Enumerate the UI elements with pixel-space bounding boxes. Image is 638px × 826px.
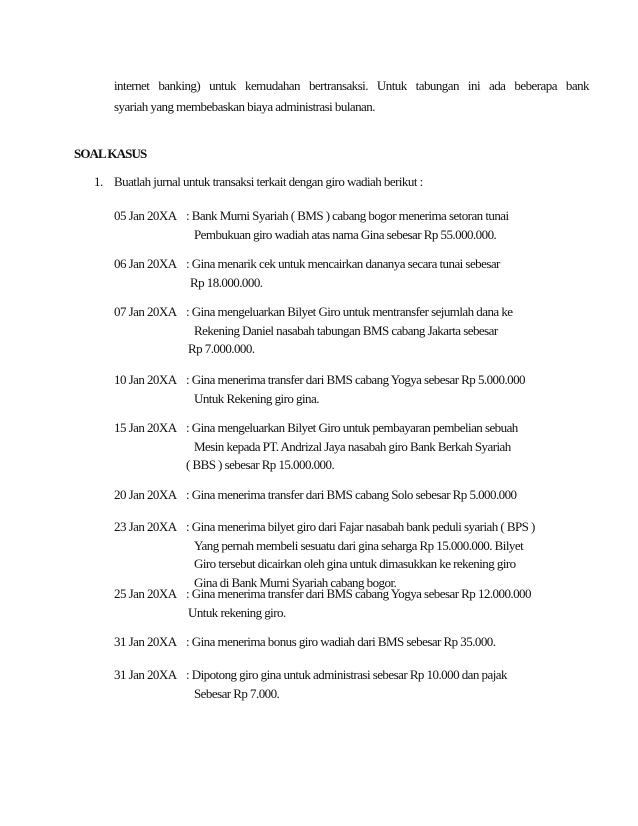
transaction-line: Pembukuan giro wadiah atas nama Gina sebesar Rp 55.000.000. <box>194 226 497 242</box>
transaction-line: Gina di Bank Murni Syariah cabang bogor. <box>194 574 397 590</box>
intro-line-2: syariah yang membebaskan biaya administrasi bulanan. <box>114 99 375 114</box>
transaction-line: Sebesar Rp 7.000. <box>194 685 280 701</box>
transaction-date: 25 Jan 20XA <box>114 586 177 601</box>
transaction-date: 07 Jan 20XA <box>114 304 177 319</box>
transaction-line: : Gina mengeluarkan Bilyet Giro untuk mentransfer sejumlah dana ke <box>186 304 513 319</box>
transaction-line: Rp 7.000.000. <box>188 341 255 356</box>
intro-paragraph <box>114 75 589 117</box>
transaction-line: : Gina menerima bonus giro wadiah dari BMS sebesar Rp 35.000. <box>186 634 496 649</box>
transaction-line: : Gina menerima transfer dari BMS cabang Yogya sebesar Rp 5.000.000 <box>186 372 525 387</box>
transaction-line: : Bank Murni Syariah ( BMS ) cabang bogor menerima setoran tunai <box>186 208 509 223</box>
transaction-date: 31 Jan 20XA <box>114 667 177 682</box>
transaction-line: Untuk rekening giro. <box>188 604 286 620</box>
intro-line-1: internet banking) untuk kemudahan bertransaksi. Untuk tabungan ini ada beberapa bank <box>114 78 589 93</box>
transaction-line: : Gina menarik cek untuk mencairkan dananya secara tunai sebesar <box>186 256 500 271</box>
transaction-date: 05 Jan 20XA <box>114 208 177 223</box>
transaction-line: : Gina menerima transfer dari BMS cabang Yogya sebesar Rp 12.000.000 <box>186 586 531 601</box>
question-number: 1. <box>94 174 103 189</box>
transaction-date: 10 Jan 20XA <box>114 372 177 387</box>
transaction-line: Rekening Daniel nasabah tabungan BMS cabang Jakarta sebesar <box>194 322 498 338</box>
question-text: Buatlah jurnal untuk transaksi terkait dengan giro wadiah berikut : <box>114 174 423 189</box>
transaction-date: 20 Jan 20XA <box>114 487 177 502</box>
transaction-line: : Gina mengeluarkan Bilyet Giro untuk pembayaran pembelian sebuah <box>186 420 518 435</box>
transaction-line: : Gina menerima bilyet giro dari Fajar nasabah bank peduli syariah ( BPS ) <box>186 519 535 534</box>
transaction-line: Untuk Rekening giro gina. <box>194 390 319 406</box>
transaction-date: 23 Jan 20XA <box>114 519 177 534</box>
transaction-line: Giro tersebut dicairkan oleh gina untuk dimasukkan ke rekening giro <box>194 556 516 571</box>
transaction-line: : Gina menerima transfer dari BMS cabang Solo sebesar Rp 5.000.000 <box>186 487 517 502</box>
transaction-line: Rp 18.000.000. <box>190 274 263 290</box>
transaction-date: 31 Jan 20XA <box>114 634 177 649</box>
transaction-line: Mesin kepada PT. Andrizal Jaya nasabah giro Bank Berkah Syariah <box>194 438 511 454</box>
transaction-line: Yang pernah membeli sesuatu dari gina seharga Rp 15.000.000. Bilyet <box>194 537 524 553</box>
transaction-date: 06 Jan 20XA <box>114 256 177 271</box>
transaction-line: : Dipotong giro gina untuk administrasi sebesar Rp 10.000 dan pajak <box>186 667 507 682</box>
transaction-date: 15 Jan 20XA <box>114 420 177 435</box>
section-heading: SOAL KASUS <box>74 146 147 161</box>
transaction-line: ( BBS ) sebesar Rp 15.000.000. <box>186 457 335 472</box>
